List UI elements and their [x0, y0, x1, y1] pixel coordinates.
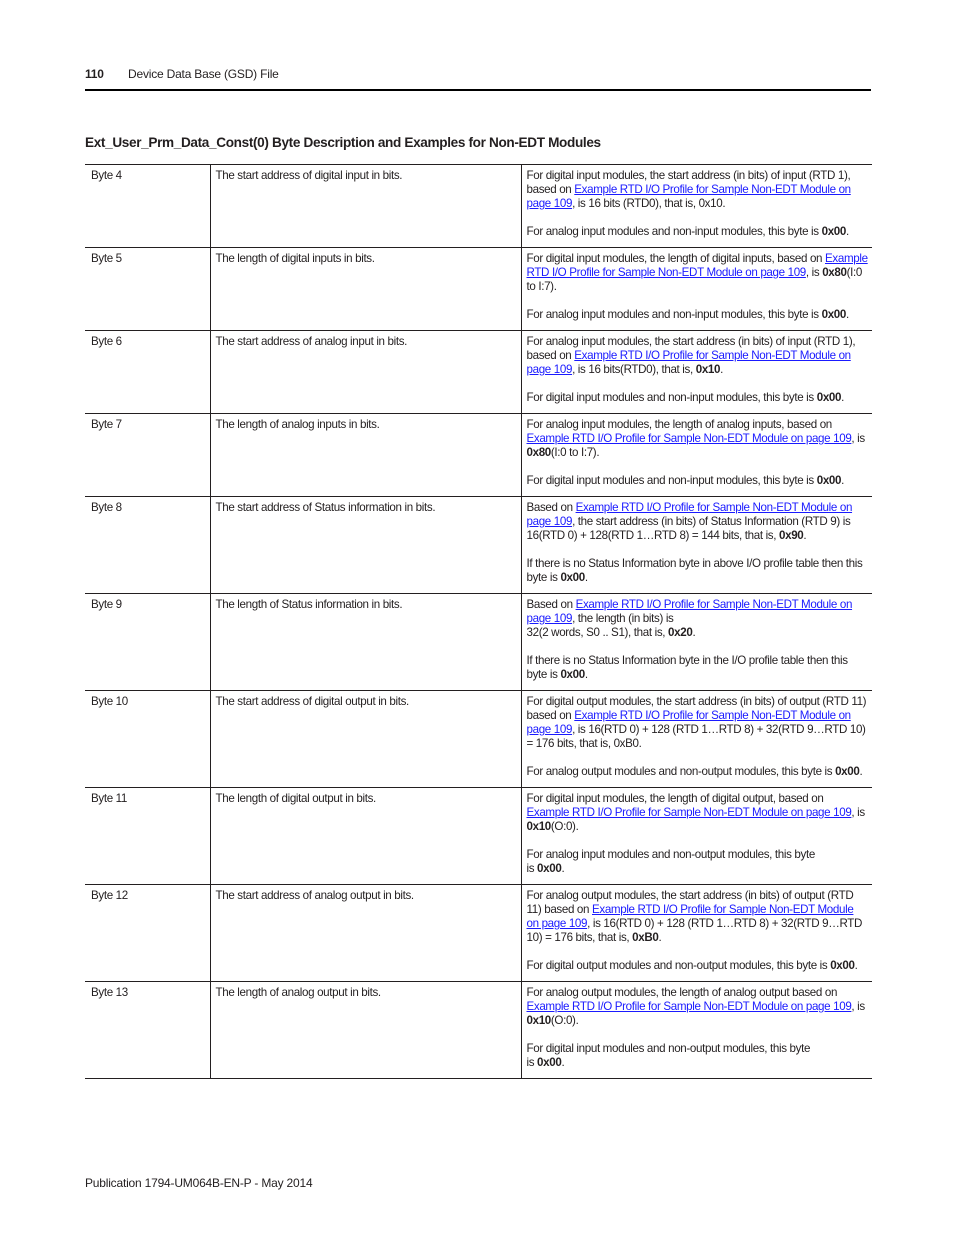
example-paragraph: [527, 695, 869, 751]
byte-example: [521, 165, 872, 248]
example-paragraph: [527, 557, 869, 585]
hex-value: 0x00: [560, 571, 585, 584]
example-paragraph: [527, 418, 869, 460]
example-text: .: [854, 959, 858, 972]
example-paragraph: [527, 335, 869, 377]
example-paragraph: [527, 792, 869, 834]
example-paragraph: [527, 654, 869, 682]
example-text: , is 16(RTD 0) + 128 (RTD 1…RTD 8) + 32(RTD 9…RTD 10) = 176 bits, that is,: [526, 917, 863, 944]
hex-value: 0xB0: [632, 931, 659, 944]
byte-example: [521, 885, 872, 982]
byte-example: [521, 497, 872, 594]
example-text: For digital input modules and non-input modules, this byte is: [526, 391, 817, 404]
example-text: For analog input modules and non-input modules, this byte is: [526, 225, 822, 238]
cross-reference-link[interactable]: Example RTD I/O Profile for Sample Non-EDT Module on page 109: [526, 252, 868, 279]
byte-example: [521, 248, 872, 331]
hex-value: 0x00: [835, 765, 860, 778]
table-row: [85, 594, 872, 691]
byte-description: The length of digital inputs in bits.: [210, 248, 521, 331]
hex-value: 0x20: [668, 626, 693, 639]
byte-example: [521, 331, 872, 414]
example-text: For digital input modules and non-output modules, this byte: [526, 1042, 811, 1055]
cross-reference-link[interactable]: Example RTD I/O Profile for Sample Non-EDT Module on page 109: [526, 598, 853, 625]
example-text: is: [526, 1056, 538, 1069]
example-paragraph: [527, 959, 869, 973]
byte-label: Byte 5: [85, 248, 210, 331]
example-text: .: [584, 571, 588, 584]
hex-value: 0x90: [779, 529, 804, 542]
example-text: For digital output modules, the start address (in bits) of output (RTD 11) based on: [526, 695, 867, 722]
hex-value: 0x80: [526, 446, 551, 459]
table-row: [85, 165, 872, 248]
example-text: If there is no Status Information byte in above I/O profile table then this byte is: [526, 557, 863, 584]
hex-value: 0x80: [822, 266, 847, 279]
example-text: For analog input modules and non-input modules, this byte is: [526, 308, 822, 321]
byte-description: The start address of Status information in bits.: [210, 497, 521, 594]
example-text: For digital output modules and non-output modules, this byte is: [526, 959, 831, 972]
byte-example: [521, 414, 872, 497]
example-text: For analog output modules, the length of analog output based on: [526, 986, 838, 999]
cross-reference-link[interactable]: Example RTD I/O Profile for Sample Non-EDT Module on page 109: [526, 183, 851, 210]
example-text: Based on: [526, 501, 576, 514]
example-text: , is: [851, 432, 865, 445]
example-paragraph: [527, 225, 869, 239]
example-text: , is: [805, 266, 823, 279]
example-text: For analog output modules and non-output modules, this byte is: [526, 765, 836, 778]
cross-reference-link[interactable]: Example RTD I/O Profile for Sample Non-EDT Module on page 109: [526, 1000, 852, 1013]
page-header: [85, 66, 871, 90]
byte-description: The start address of analog output in bits.: [210, 885, 521, 982]
running-title: Device Data Base (GSD) File: [128, 67, 279, 81]
example-text: .: [561, 862, 565, 875]
example-text: .: [859, 765, 863, 778]
hex-value: 0x00: [816, 474, 842, 487]
header-rule: [85, 89, 871, 91]
example-paragraph: [527, 986, 869, 1028]
cross-reference-link[interactable]: Example RTD I/O Profile for Sample Non-EDT Module on page 109: [526, 806, 852, 819]
example-text: (O:0).: [550, 1014, 579, 1027]
example-text: For analog input modules, the length of analog inputs, based on: [526, 418, 832, 431]
cross-reference-link[interactable]: Example RTD I/O Profile for Sample Non-EDT Module on page 109: [526, 501, 853, 528]
example-text: (I:0 to I:7).: [526, 266, 862, 293]
example-text: , is: [851, 806, 865, 819]
example-text: Based on: [526, 598, 576, 611]
example-text: .: [692, 626, 696, 639]
example-text: , is: [851, 1000, 865, 1013]
example-paragraph: [527, 1042, 869, 1070]
hex-value: 0x10: [526, 820, 551, 833]
example-paragraph: [527, 889, 869, 945]
hex-value: 0x00: [821, 225, 846, 238]
byte-label: Byte 4: [85, 165, 210, 248]
cross-reference-link[interactable]: Example RTD I/O Profile for Sample Non-EDT Module on page 109: [526, 903, 854, 930]
byte-description: The length of analog output in bits.: [210, 982, 521, 1079]
hex-value: 0x00: [816, 391, 842, 404]
example-text: .: [846, 225, 849, 238]
publication-footer: Publication 1794-UM064B-EN-P - May 2014: [85, 1176, 313, 1190]
byte-description: The start address of digital input in bits.: [210, 165, 521, 248]
table-body: [85, 165, 872, 1079]
example-text: .: [803, 529, 807, 542]
example-text: , is 16 bits (RTD0), that is, 0x10.: [572, 197, 726, 210]
byte-label: Byte 8: [85, 497, 210, 594]
byte-description: The start address of analog input in bits.: [210, 331, 521, 414]
example-text: , is 16 bits(RTD0), that is,: [572, 363, 696, 376]
example-text: is: [526, 862, 538, 875]
cross-reference-link[interactable]: Example RTD I/O Profile for Sample Non-EDT Module on page 109: [526, 709, 851, 736]
table-row: [85, 497, 872, 594]
table-row: [85, 331, 872, 414]
byte-label: Byte 10: [85, 691, 210, 788]
byte-description-table: [85, 164, 872, 1079]
table-row: [85, 982, 872, 1079]
example-text: For digital input modules and non-input modules, this byte is: [526, 474, 817, 487]
example-text: For analog input modules and non-output modules, this byte: [526, 848, 815, 861]
example-paragraph: [527, 169, 869, 211]
example-text: .: [584, 668, 588, 681]
byte-description: The start address of digital output in bits.: [210, 691, 521, 788]
byte-label: Byte 6: [85, 331, 210, 414]
table-row: [85, 788, 872, 885]
table-row: [85, 414, 872, 497]
hex-value: 0x00: [560, 668, 585, 681]
byte-label: Byte 11: [85, 788, 210, 885]
cross-reference-link[interactable]: Example RTD I/O Profile for Sample Non-EDT Module on page 109: [526, 349, 851, 376]
example-text: .: [846, 308, 849, 321]
hex-value: 0x00: [537, 1056, 562, 1069]
example-text: .: [841, 474, 844, 487]
example-paragraph: [527, 308, 869, 322]
hex-value: 0x00: [830, 959, 855, 972]
example-text: If there is no Status Information byte in the I/O profile table then this byte is: [526, 654, 848, 681]
example-text: (I:0 to I:7).: [550, 446, 600, 459]
example-text: For analog output modules, the start address (in bits) of output (RTD 11) based on: [526, 889, 854, 916]
table-row: [85, 691, 872, 788]
example-text: .: [658, 931, 662, 944]
hex-value: 0x00: [537, 862, 562, 875]
table-row: [85, 885, 872, 982]
example-paragraph: [527, 252, 869, 294]
page-number: 110: [85, 67, 104, 81]
byte-label: Byte 13: [85, 982, 210, 1079]
byte-label: Byte 7: [85, 414, 210, 497]
example-paragraph: [527, 501, 869, 543]
byte-example: [521, 594, 872, 691]
example-paragraph: [527, 765, 869, 779]
byte-example: [521, 788, 872, 885]
table-row: [85, 248, 872, 331]
example-paragraph: [527, 474, 869, 488]
byte-label: Byte 9: [85, 594, 210, 691]
example-text: .: [720, 363, 723, 376]
example-text: (O:0).: [550, 820, 579, 833]
example-text: .: [841, 391, 844, 404]
example-paragraph: [527, 848, 869, 876]
example-text: , the length (in bits) is: [572, 612, 674, 625]
byte-label: Byte 12: [85, 885, 210, 982]
example-text: For digital input modules, the length of digital output, based on: [526, 792, 824, 805]
byte-description: The length of Status information in bits.: [210, 594, 521, 691]
hex-value: 0x10: [695, 363, 721, 376]
example-text: For analog input modules, the start address (in bits) of input (RTD 1), based on: [526, 335, 856, 362]
example-text: , the start address (in bits) of Status Information (RTD 9) is 16(RTD 0) + 128(RTD 1…RTD 8) = 144 bits, that is,: [526, 515, 851, 542]
example-text: .: [561, 1056, 565, 1069]
example-paragraph: [527, 598, 869, 640]
byte-description: The length of digital output in bits.: [210, 788, 521, 885]
byte-description: The length of analog inputs in bits.: [210, 414, 521, 497]
hex-value: 0x00: [821, 308, 846, 321]
example-paragraph: [527, 391, 869, 405]
hex-value: 0x10: [526, 1014, 551, 1027]
table-title: Ext_User_Prm_Data_Const(0) Byte Description and Examples for Non-EDT Modules: [85, 135, 601, 150]
example-text: For digital input modules, the length of digital inputs, based on: [526, 252, 826, 265]
example-text: 32(2 words, S0 .. S1), that is,: [526, 626, 669, 639]
example-text: For digital input modules, the start address (in bits) of input (RTD 1), based on: [526, 169, 851, 196]
example-text: , is 16(RTD 0) + 128 (RTD 1…RTD 8) + 32(RTD 9…RTD 10) = 176 bits, that is, 0xB0.: [526, 723, 866, 750]
byte-example: [521, 691, 872, 788]
cross-reference-link[interactable]: Example RTD I/O Profile for Sample Non-EDT Module on page 109: [526, 432, 852, 445]
byte-example: [521, 982, 872, 1079]
